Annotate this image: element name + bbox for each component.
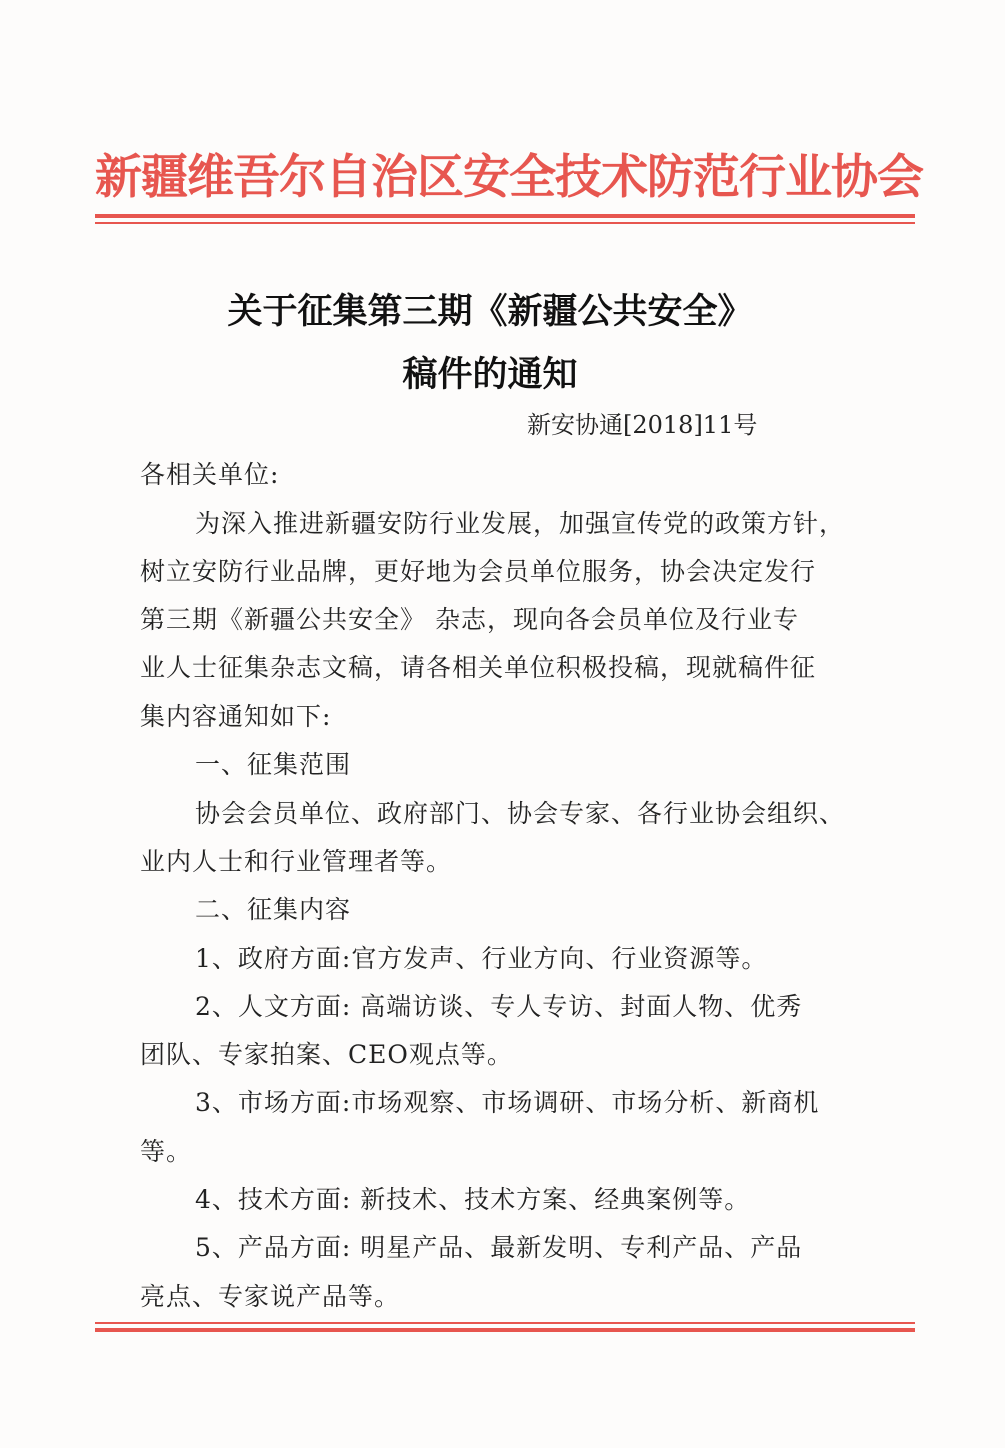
- section-heading-content: 二、征集内容: [195, 895, 352, 924]
- list-item-continued: 等。: [140, 1137, 193, 1166]
- body-line: 树立安防行业品牌，更好地为会员单位服务，协会决定发行: [140, 557, 817, 586]
- notice-title-line-2: 稿件的通知: [402, 355, 578, 395]
- letterhead-org-name: 新疆维吾尔自治区安全技术防范行业协会: [95, 150, 923, 205]
- letterhead-rule-thick: [95, 214, 915, 218]
- section-heading-scope: 一、征集范围: [195, 750, 352, 779]
- body-line: 业人士征集杂志文稿，请各相关单位积极投稿，现就稿件征: [140, 653, 817, 682]
- body-line: 集内容通知如下:: [140, 702, 332, 731]
- body-line: 为深入推进新疆安防行业发展，加强宣传党的政策方针，: [195, 509, 846, 538]
- list-item: 4、技术方面: 新技术、技术方案、经典案例等。: [195, 1185, 751, 1214]
- notice-title-line-1: 关于征集第三期《新疆公共安全》: [227, 292, 753, 332]
- body-line: 协会会员单位、政府部门、协会专家、各行业协会组织、: [195, 799, 846, 828]
- footer-rule-thin: [95, 1322, 915, 1324]
- list-item: 1、政府方面:官方发声、行业方向、行业资源等。: [195, 944, 768, 973]
- body-line: 业内人士和行业管理者等。: [140, 847, 453, 876]
- body-line: 第三期《新疆公共安全》 杂志，现向各会员单位及行业专: [140, 605, 799, 634]
- list-item: 2、人文方面: 高端访谈、专人专访、封面人物、优秀: [195, 992, 803, 1021]
- document-number: 新安协通[2018]11号: [527, 411, 758, 439]
- list-item-continued: 团队、专家拍案、CEO观点等。: [140, 1040, 513, 1069]
- footer-rule-thick: [95, 1328, 915, 1332]
- list-item: 5、产品方面: 明星产品、最新发明、专利产品、产品: [195, 1233, 803, 1262]
- letterhead-rule-thin: [95, 222, 915, 224]
- salutation: 各相关单位:: [140, 460, 280, 489]
- list-item-continued: 亮点、专家说产品等。: [140, 1282, 401, 1311]
- list-item: 3、市场方面:市场观察、市场调研、市场分析、新商机: [195, 1088, 820, 1117]
